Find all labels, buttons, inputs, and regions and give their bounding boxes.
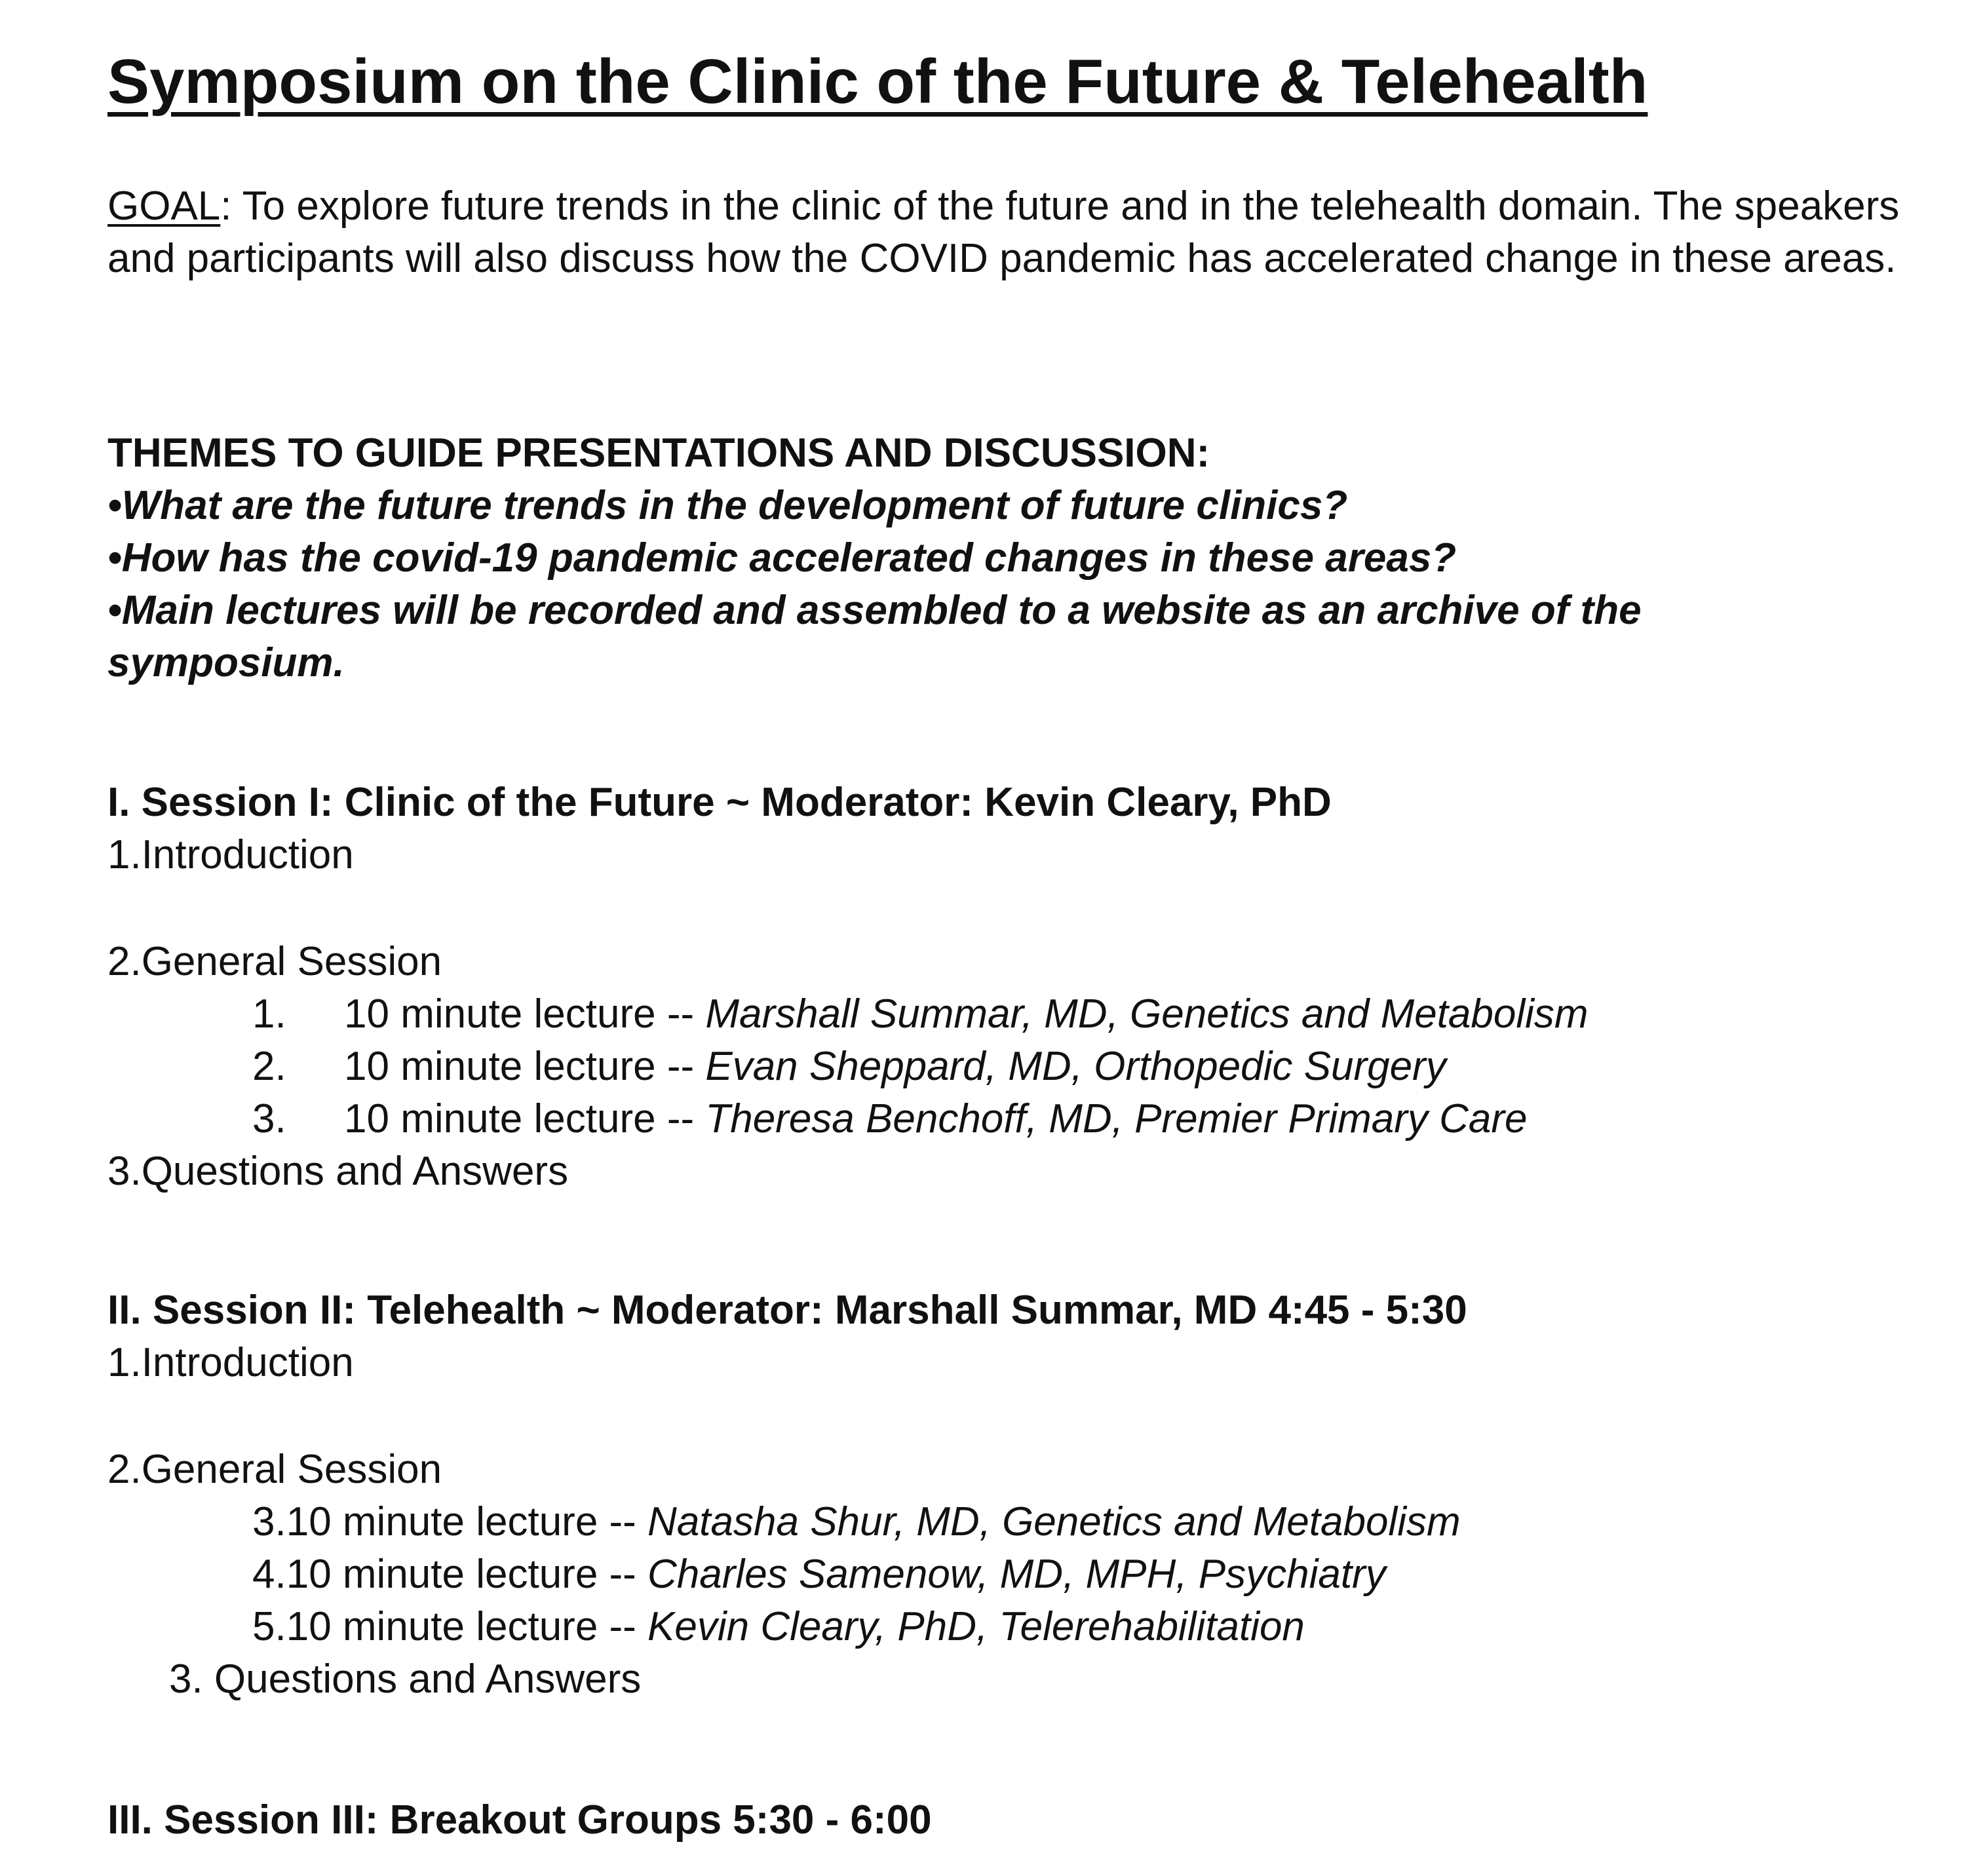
session-2-general-session: 2.General Session [107,1447,442,1492]
theme-item: •Main lectures will be recorded and assembled to a website as an archive of the symposium. [107,588,1642,685]
lecture-item [252,1496,1461,1548]
lecture-text: 5.10 minute lecture -- [252,1604,648,1649]
lecture-number: 1. [252,991,286,1037]
lecture-speaker: Kevin Cleary, PhD, Telerehabilitation [647,1604,1305,1649]
session-1-questions: 3.Questions and Answers [107,1149,569,1194]
lecture-number: 3. [252,1096,286,1141]
theme-item: •How has the covid-19 pandemic accelerated changes in these areas? [107,535,1457,581]
lecture-item [252,1548,1386,1601]
session-1-introduction: 1.Introduction [107,832,354,877]
lecture-item [344,1093,1527,1145]
session-3-heading: III. Session III: Breakout Groups 5:30 - 6:00 [107,1797,932,1843]
lecture-text: 10 minute lecture -- [344,1096,706,1141]
lecture-speaker: Natasha Shur, MD, Genetics and Metabolism [647,1499,1461,1544]
goal-text: : To explore future trends in the clinic of the future and in the telehealth domain. The speakers and participants will also discuss how the COVID pandemic has accelerated change in these areas. [107,183,1900,281]
lecture-item [344,988,1589,1041]
lecture-text: 10 minute lecture -- [344,1044,706,1089]
goal-paragraph [107,180,1942,285]
lecture-speaker: Charles Samenow, MD, MPH, Psychiatry [647,1552,1386,1597]
lecture-speaker: Evan Sheppard, MD, Orthopedic Surgery [705,1044,1446,1089]
session-2-questions: 3. Questions and Answers [169,1656,642,1702]
lecture-item [252,1601,1305,1653]
themes-heading: THEMES TO GUIDE PRESENTATIONS AND DISCUSSION: [107,431,1210,476]
session-2-heading: II. Session II: Telehealth ~ Moderator: Marshall Summar, MD 4:45 - 5:30 [107,1288,1467,1333]
lecture-item [344,1041,1446,1093]
session-1-general-session: 2.General Session [107,939,442,984]
lecture-speaker: Theresa Benchoff, MD, Premier Primary Care [705,1096,1528,1141]
lecture-number: 2. [252,1044,286,1089]
goal-label: GOAL [107,183,221,229]
lecture-text: 10 minute lecture -- [344,991,706,1037]
document-title: Symposium on the Clinic of the Future & Telehealth [107,47,1648,117]
lecture-text: 3.10 minute lecture -- [252,1499,648,1544]
lecture-speaker: Marshall Summar, MD, Genetics and Metabolism [705,991,1589,1037]
session-2-introduction: 1.Introduction [107,1340,354,1385]
theme-item: •What are the future trends in the development of future clinics? [107,483,1348,528]
lecture-text: 4.10 minute lecture -- [252,1552,648,1597]
session-1-heading: I. Session I: Clinic of the Future ~ Moderator: Kevin Cleary, PhD [107,780,1332,825]
